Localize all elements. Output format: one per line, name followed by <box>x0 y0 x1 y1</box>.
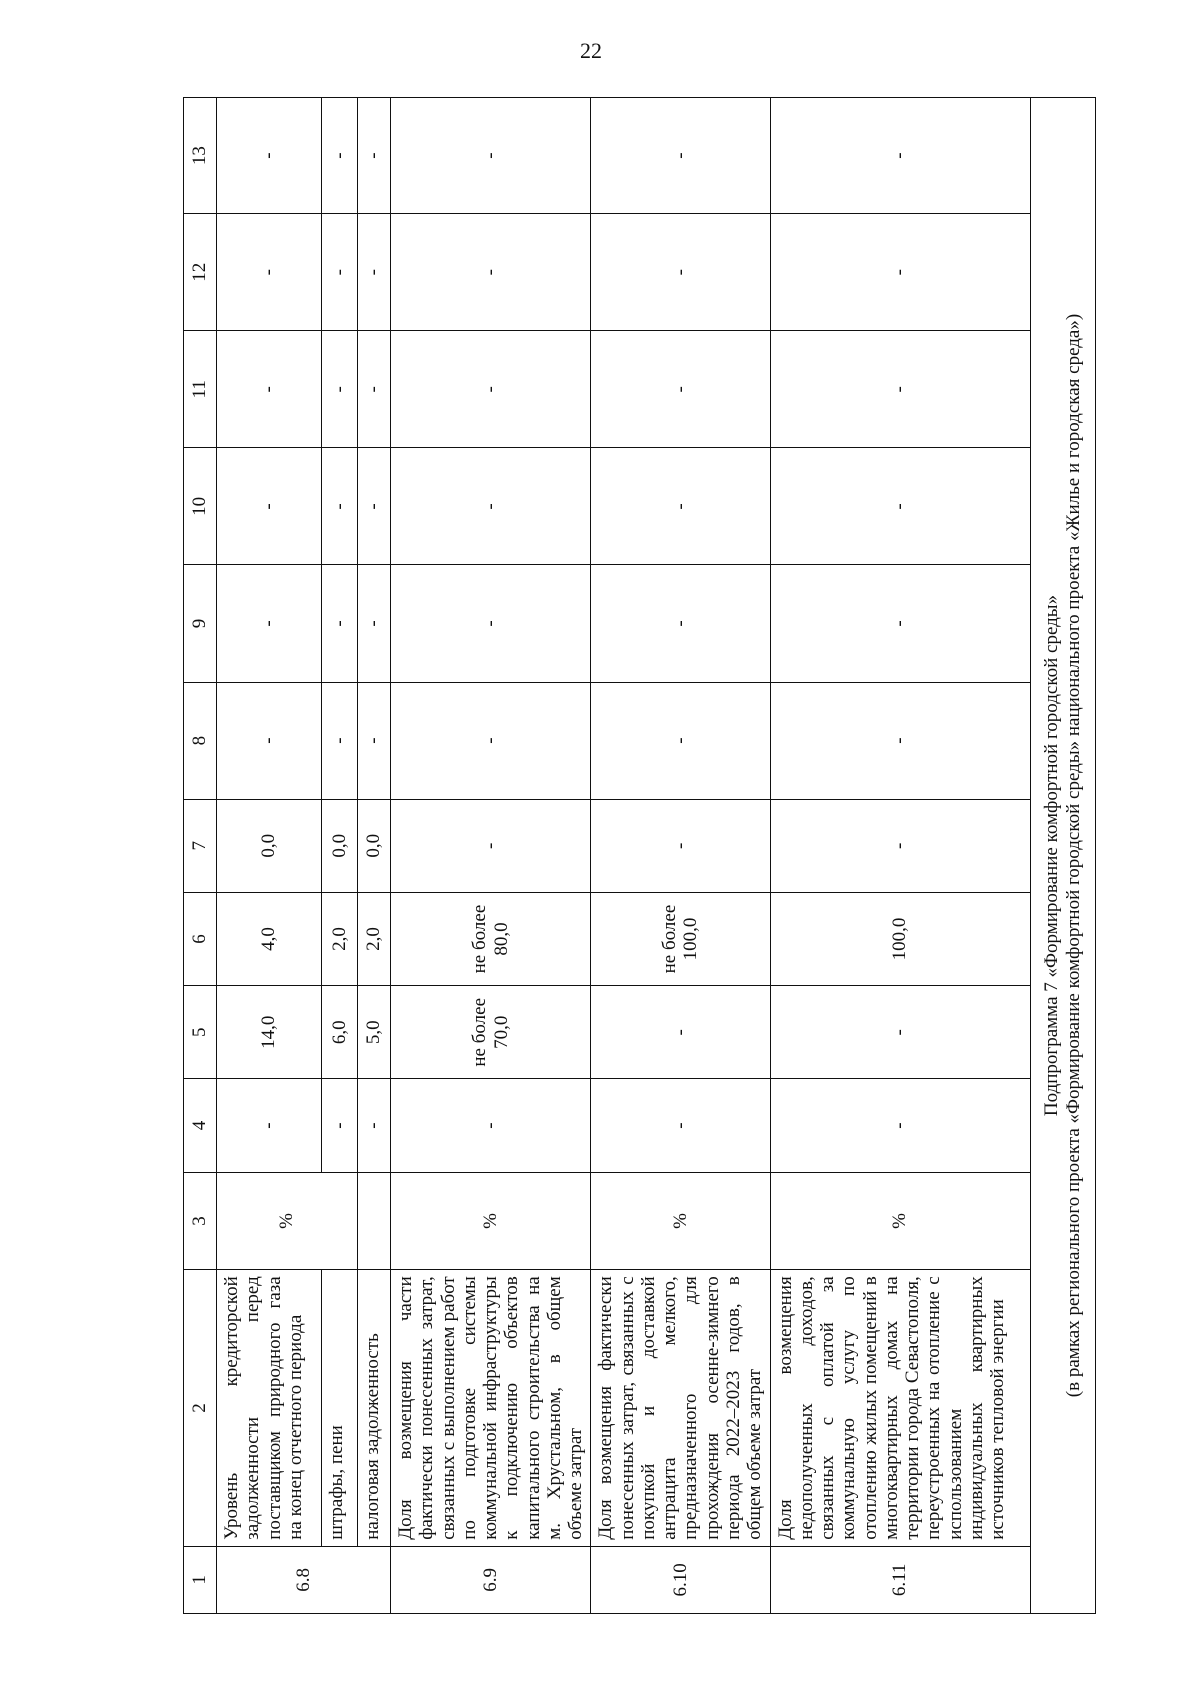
value-cell: - <box>391 565 591 682</box>
value-cell: - <box>358 1079 391 1172</box>
value-cell: 14,0 <box>217 986 322 1079</box>
value-cell: - <box>217 1079 322 1172</box>
value-cell: - <box>591 98 770 214</box>
header-cell: 2 <box>184 1270 217 1547</box>
value-cell: - <box>358 331 391 448</box>
header-cell: 10 <box>184 448 217 565</box>
value-cell: - <box>391 682 591 799</box>
value-cell: - <box>322 331 358 448</box>
value-cell: - <box>770 682 1030 799</box>
value-cell: - <box>391 98 591 214</box>
value-cell: - <box>391 1079 591 1172</box>
row-number: 6.10 <box>591 1546 770 1613</box>
header-cell: 7 <box>184 799 217 892</box>
value-cell: - <box>322 98 358 214</box>
unit-cell: % <box>391 1172 591 1270</box>
value-cell: 0,0 <box>322 799 358 892</box>
value-cell: - <box>770 1079 1030 1172</box>
value-cell: 2,0 <box>322 892 358 985</box>
value-cell: - <box>770 799 1030 892</box>
unit-cell-empty <box>358 1172 391 1270</box>
table-row <box>770 98 1030 1614</box>
indicator-name: Доля возмещения части фактически понесенных затрат, связанных с выполнением работ по подготовке системы коммунальной инфраструктуры к подключению объектов капитального строительства на м. Хрустальном, в общем объеме затрат <box>391 1270 591 1547</box>
value-cell: - <box>591 986 770 1079</box>
value-cell: - <box>770 448 1030 565</box>
table-row <box>358 98 391 1614</box>
value-cell: - <box>591 331 770 448</box>
indicator-name: Доля возмещения недополученных доходов, связанных с оплатой за коммунальную услугу по отоплению жилых помещений в многоквартирных домах на территории города Севастополя, переустроенных на отопление с использованием индивидуальных квартирных источников тепловой энергии <box>770 1270 1030 1547</box>
value-cell: - <box>770 331 1030 448</box>
value-cell: - <box>358 98 391 214</box>
value-cell: - <box>217 565 322 682</box>
table-row <box>591 98 770 1614</box>
table-row <box>322 98 358 1614</box>
value-cell: - <box>591 448 770 565</box>
value-cell: - <box>217 214 322 331</box>
row-number: 6.9 <box>391 1546 591 1613</box>
value-cell: - <box>591 214 770 331</box>
unit-cell: % <box>591 1172 770 1270</box>
value-cell: - <box>591 682 770 799</box>
row-number: 6.11 <box>770 1546 1030 1613</box>
value-cell: - <box>770 214 1030 331</box>
value-cell: 100,0 <box>770 892 1030 985</box>
value-cell: - <box>770 565 1030 682</box>
value-cell: - <box>358 565 391 682</box>
header-cell: 5 <box>184 986 217 1079</box>
value-cell: - <box>217 682 322 799</box>
header-cell: 6 <box>184 892 217 985</box>
value-cell: - <box>391 331 591 448</box>
value-cell: 6,0 <box>322 986 358 1079</box>
value-cell: - <box>322 214 358 331</box>
value-cell: 5,0 <box>358 986 391 1079</box>
subprogram-title-cell <box>1030 98 1095 1614</box>
indicator-subname: налоговая задолженность <box>358 1270 391 1547</box>
value-cell: - <box>391 799 591 892</box>
value-cell: 2,0 <box>358 892 391 985</box>
indicator-name: Доля возмещения фактически понесенных затрат, связанных с покупкой и доставкой антрацита мелкого, предназначенного для прохождения осенне-зимнего периода 2022–2023 годов, в общем объеме затрат <box>591 1270 770 1547</box>
header-cell: 8 <box>184 682 217 799</box>
value-cell: - <box>391 214 591 331</box>
table-row <box>217 98 322 1614</box>
indicator-name: Уровень кредиторской задолженности перед поставщиком природного газа на конец отчетного периода <box>217 1270 322 1547</box>
table-header-row <box>184 98 217 1614</box>
subprogram-row <box>1030 98 1095 1614</box>
header-cell: 9 <box>184 565 217 682</box>
value-cell: - <box>391 448 591 565</box>
rotated-table-container <box>183 97 1138 1614</box>
header-cell: 13 <box>184 98 217 214</box>
value-cell: - <box>322 1079 358 1172</box>
value-cell: 0,0 <box>217 799 322 892</box>
subprogram-title: Подпрограмма 7 «Формирование комфортной городской среды» <box>1041 594 1063 1117</box>
value-cell: - <box>358 682 391 799</box>
table-row <box>391 98 591 1614</box>
value-cell: - <box>591 799 770 892</box>
value-cell: - <box>358 448 391 565</box>
value-cell: не более 80,0 <box>391 892 591 985</box>
header-cell: 12 <box>184 214 217 331</box>
value-cell: 0,0 <box>358 799 391 892</box>
value-cell: - <box>591 1079 770 1172</box>
value-cell: - <box>591 565 770 682</box>
value-cell: - <box>770 98 1030 214</box>
value-cell: не более 70,0 <box>391 986 591 1079</box>
value-cell: - <box>217 448 322 565</box>
page-number: 22 <box>580 38 602 63</box>
value-cell: - <box>322 682 358 799</box>
indicator-subname: штрафы, пени <box>322 1270 358 1547</box>
value-cell: - <box>322 565 358 682</box>
value-cell: - <box>217 98 322 214</box>
unit-cell: % <box>770 1172 1030 1270</box>
value-cell: - <box>358 214 391 331</box>
value-cell: 4,0 <box>217 892 322 985</box>
subprogram-subtitle: (в рамках регионального проекта «Формирование комфортной городской среды» национального проекта «Жилье и городская среда») <box>1062 313 1084 1398</box>
value-cell: - <box>322 448 358 565</box>
header-cell: 4 <box>184 1079 217 1172</box>
value-cell: не более 100,0 <box>591 892 770 985</box>
header-cell: 3 <box>184 1172 217 1270</box>
indicators-table <box>183 97 1096 1614</box>
value-cell: - <box>770 986 1030 1079</box>
header-cell: 11 <box>184 331 217 448</box>
header-cell: 1 <box>184 1546 217 1613</box>
unit-cell: % <box>217 1172 358 1270</box>
value-cell: - <box>217 331 322 448</box>
row-number: 6.8 <box>217 1546 391 1613</box>
